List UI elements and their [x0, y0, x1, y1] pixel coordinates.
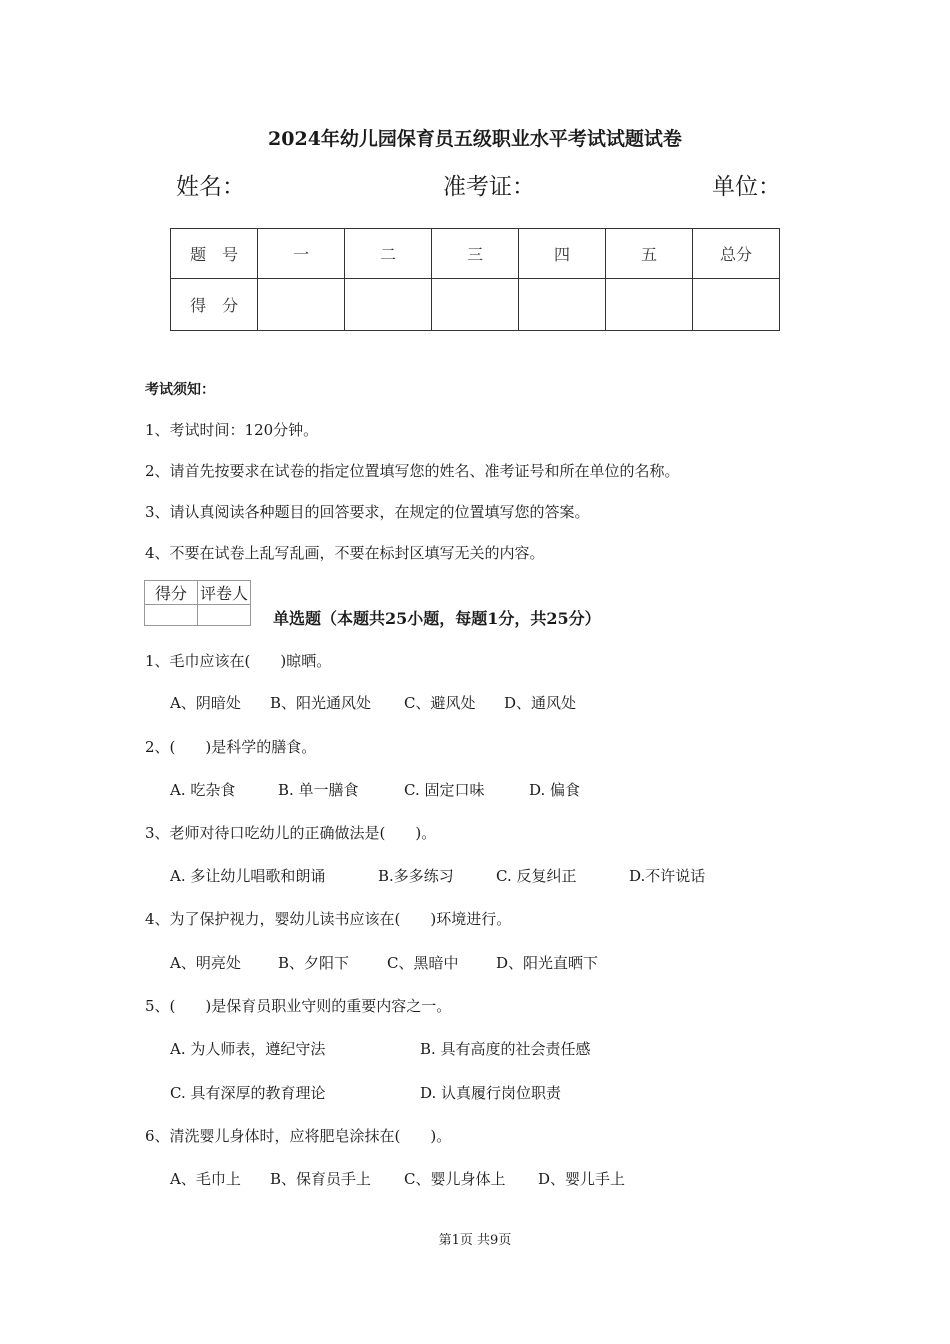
score-table-header: 三 [432, 229, 519, 279]
answer-option[interactable]: C. 具有深厚的教育理论 [170, 1084, 326, 1102]
question-stem: 3、老师对待口吃幼儿的正确做法是( )。 [145, 824, 437, 842]
answer-option[interactable]: D、阳光直晒下 [496, 954, 599, 972]
answer-option[interactable]: B. 单一膳食 [278, 781, 359, 799]
question-stem: 4、为了保护视力，婴幼儿读书应该在( )环境进行。 [145, 910, 512, 928]
unit-field-label: 单位： [712, 174, 781, 200]
name-field-label: 姓名： [176, 174, 245, 200]
answer-option[interactable]: A、毛巾上 [170, 1170, 241, 1188]
answer-option[interactable]: B. 具有高度的社会责任感 [420, 1040, 591, 1058]
answer-option[interactable]: A. 多让幼儿唱歌和朗诵 [170, 867, 326, 885]
answer-option[interactable]: B、阳光通风处 [270, 694, 372, 712]
page-footer: 第1页 共9页 [438, 1233, 512, 1248]
answer-option[interactable]: D、婴儿手上 [538, 1170, 626, 1188]
score-row-label: 得 分 [171, 279, 258, 331]
answer-option[interactable]: B、夕阳下 [278, 954, 350, 972]
answer-option[interactable]: D、通风处 [504, 694, 577, 712]
answer-option[interactable]: D. 偏食 [529, 781, 581, 799]
answer-option[interactable]: C. 反复纠正 [496, 867, 577, 885]
score-cell[interactable] [258, 279, 345, 331]
score-table-header: 五 [606, 229, 693, 279]
score-cell[interactable] [606, 279, 693, 331]
score-table [170, 228, 780, 331]
answer-option[interactable]: A. 吃杂食 [170, 781, 236, 799]
score-table-header-row [171, 229, 780, 279]
grader-name-label: 评卷人 [198, 581, 251, 605]
notice-heading: 考试须知： [145, 382, 215, 398]
section-title: 单选题（本题共25小题，每题1分，共25分） [273, 609, 601, 628]
score-table-header: 二 [345, 229, 432, 279]
notice-item: 4、不要在试卷上乱写乱画，不要在标封区填写无关的内容。 [145, 544, 545, 562]
answer-option[interactable]: D. 认真履行岗位职责 [420, 1084, 562, 1102]
question-stem: 5、( )是保育员职业守则的重要内容之一。 [145, 997, 452, 1015]
score-table-score-row [171, 279, 780, 331]
answer-option[interactable]: C、黑暗中 [387, 954, 459, 972]
score-table-header: 题 号 [171, 229, 258, 279]
question-stem: 2、( )是科学的膳食。 [145, 738, 317, 756]
score-cell[interactable] [432, 279, 519, 331]
grader-box [144, 580, 251, 626]
answer-option[interactable]: B.多多练习 [378, 867, 454, 885]
score-table-header: 四 [519, 229, 606, 279]
answer-option[interactable]: D.不许说话 [629, 867, 706, 885]
answer-option[interactable]: A. 为人师表，遵纪守法 [170, 1040, 326, 1058]
question-stem: 6、清洗婴儿身体时，应将肥皂涂抹在( )。 [145, 1127, 452, 1145]
grader-score-label: 得分 [145, 581, 198, 605]
exam-id-field-label: 准考证： [443, 174, 535, 200]
page-title: 2024年幼儿园保育员五级职业水平考试试题试卷 [268, 128, 682, 150]
score-cell[interactable] [519, 279, 606, 331]
score-cell[interactable] [345, 279, 432, 331]
notice-item: 2、请首先按要求在试卷的指定位置填写您的姓名、准考证号和所在单位的名称。 [145, 462, 680, 480]
notice-item: 3、请认真阅读各种题目的回答要求，在规定的位置填写您的答案。 [145, 503, 590, 521]
score-table-header: 总分 [692, 229, 779, 279]
grader-name-cell[interactable] [198, 605, 251, 626]
answer-option[interactable]: C. 固定口味 [404, 781, 485, 799]
score-table-header: 一 [258, 229, 345, 279]
answer-option[interactable]: C、婴儿身体上 [404, 1170, 506, 1188]
grader-score-cell[interactable] [145, 605, 198, 626]
answer-option[interactable]: C、避风处 [404, 694, 476, 712]
score-cell[interactable] [692, 279, 779, 331]
notice-item: 1、考试时间：120分钟。 [145, 421, 319, 439]
answer-option[interactable]: B、保育员手上 [270, 1170, 372, 1188]
answer-option[interactable]: A、明亮处 [170, 954, 241, 972]
answer-option[interactable]: A、阴暗处 [170, 694, 241, 712]
question-stem: 1、毛巾应该在( )晾晒。 [145, 652, 332, 670]
